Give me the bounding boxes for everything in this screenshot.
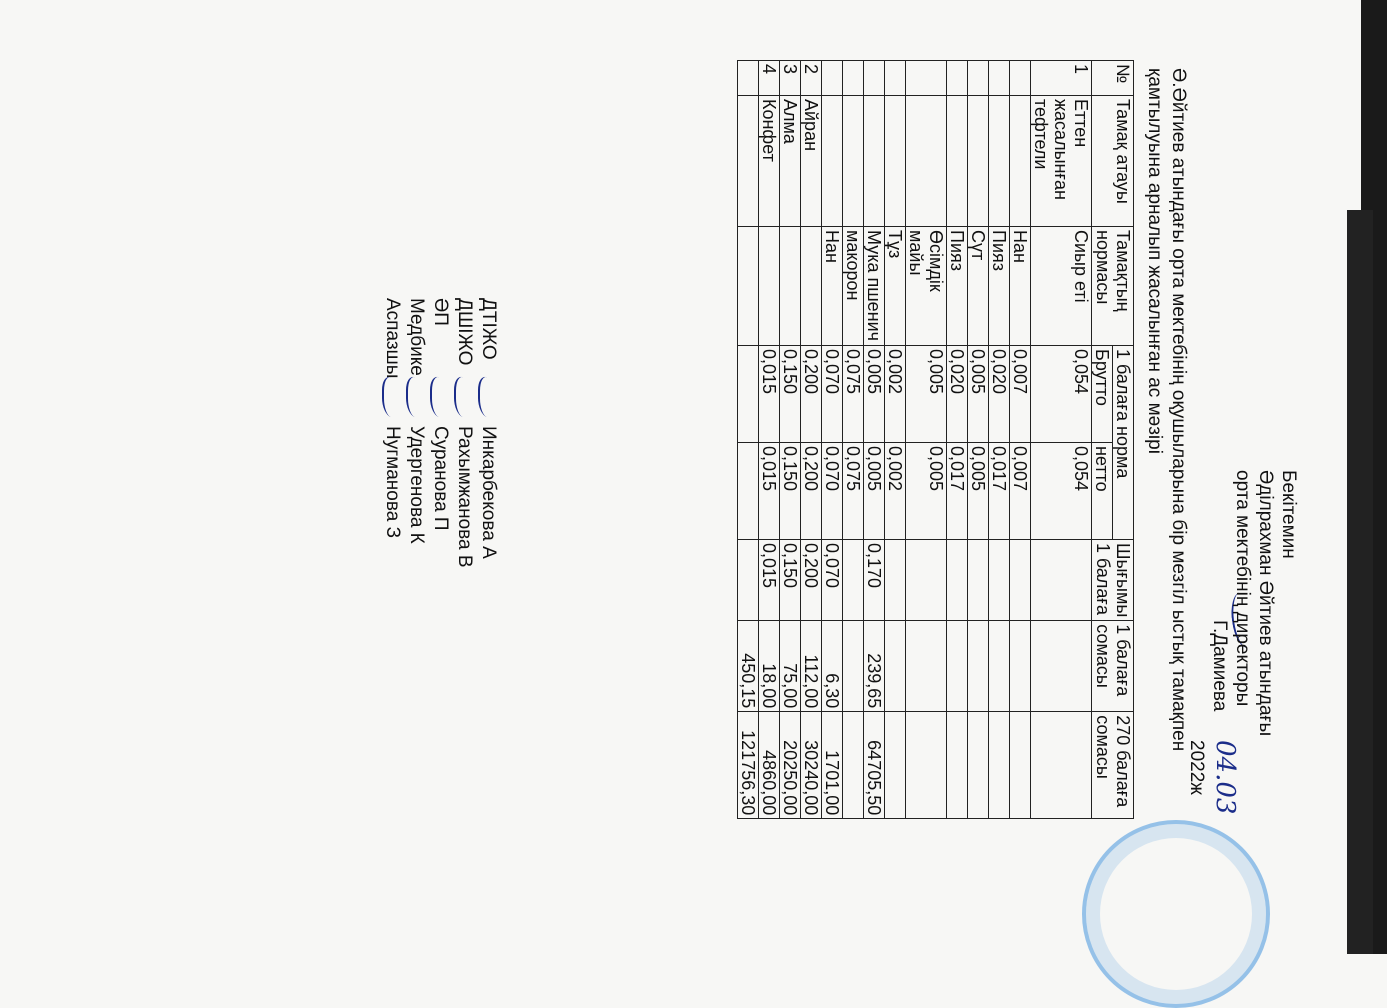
cell-brutto: 0,005 xyxy=(864,346,885,443)
scan-edge-shadow xyxy=(1347,210,1373,954)
cell-sum270 xyxy=(906,712,947,819)
table-row xyxy=(906,61,947,819)
cell-sum1 xyxy=(906,621,947,712)
signature-name: Удергенова К xyxy=(406,426,427,544)
cell-netto: 0,017 xyxy=(947,443,968,540)
cell-brutto: 0,054 xyxy=(1031,346,1092,443)
cell-expense xyxy=(989,540,1010,621)
cell-norm: Пияз xyxy=(989,227,1010,346)
cell-dish xyxy=(885,96,906,227)
table-row xyxy=(801,61,822,819)
signature-name: Нугманова З xyxy=(382,426,403,539)
cell-sum270 xyxy=(968,712,989,819)
handwritten-signature xyxy=(478,374,500,422)
cell-netto: 0,200 xyxy=(801,443,822,540)
handwritten-signature xyxy=(406,374,428,422)
cell-sum270: 20250,00 xyxy=(780,712,801,819)
cell-sum270 xyxy=(989,712,1010,819)
cell-num xyxy=(822,61,843,96)
cell-sum1: 6,30 xyxy=(822,621,843,712)
cell-brutto: 0,002 xyxy=(885,346,906,443)
title-line-2: қамтылуына арналып жасалынған ас мәзірі xyxy=(1144,68,1165,454)
cell-expense: 0,015 xyxy=(759,540,780,621)
approval-line-3: орта мектебінің директоры xyxy=(1232,470,1253,707)
approval-year: 2022ж xyxy=(1186,740,1207,795)
cell-netto: 0,005 xyxy=(968,443,989,540)
cell-netto: 0,015 xyxy=(759,443,780,540)
cell-netto: 0,007 xyxy=(1010,443,1031,540)
cell-expense xyxy=(843,540,864,621)
cell-netto: 0,150 xyxy=(780,443,801,540)
cell-netto: 0,075 xyxy=(843,443,864,540)
handwritten-date: 04.03 xyxy=(1210,740,1240,815)
cell-dish xyxy=(989,96,1010,227)
cell-expense xyxy=(885,540,906,621)
cell-brutto: 0,005 xyxy=(906,346,947,443)
table-row xyxy=(1031,61,1092,819)
cell-sum270 xyxy=(1031,712,1092,819)
cell-expense xyxy=(1010,540,1031,621)
cell-netto: 0,070 xyxy=(822,443,843,540)
cell-sum270: 1701,00 xyxy=(822,712,843,819)
header-per-child: 1 балаға норма xyxy=(1113,346,1134,540)
cell-brutto: 0,005 xyxy=(968,346,989,443)
cell-netto: 0,017 xyxy=(989,443,1010,540)
table-row xyxy=(885,61,906,819)
table-body xyxy=(738,61,1092,819)
header-dish: Тамақ атауы xyxy=(1092,96,1134,227)
cell-expense xyxy=(906,540,947,621)
cell-norm: Өсімдік майы xyxy=(906,227,947,346)
signature-row xyxy=(428,298,452,568)
table-row xyxy=(759,61,780,819)
cell-sum1 xyxy=(989,621,1010,712)
cell-expense: 0,200 xyxy=(801,540,822,621)
cell-netto: 0,005 xyxy=(864,443,885,540)
cell-sum1: 450,15 xyxy=(738,621,759,712)
cell-brutto: 0,020 xyxy=(989,346,1010,443)
cell-num xyxy=(1010,61,1031,96)
signature-row xyxy=(452,298,476,568)
cell-dish: Айран xyxy=(801,96,822,227)
table-header-row xyxy=(1113,61,1134,819)
signature-row xyxy=(380,298,404,568)
cell-norm: Нан xyxy=(822,227,843,346)
table-row xyxy=(822,61,843,819)
cell-num xyxy=(885,61,906,96)
cell-norm xyxy=(780,227,801,346)
cell-norm: Тұз xyxy=(885,227,906,346)
table-row xyxy=(780,61,801,819)
cell-sum1 xyxy=(947,621,968,712)
approval-block xyxy=(1185,470,1300,830)
table-row xyxy=(864,61,885,819)
cell-dish xyxy=(1010,96,1031,227)
document-title xyxy=(1142,68,1190,888)
rotated-document-page xyxy=(300,40,1300,920)
approval-line-4: Г.Дамиева xyxy=(1209,620,1230,712)
cell-dish xyxy=(843,96,864,227)
cell-sum270 xyxy=(843,712,864,819)
cell-dish xyxy=(947,96,968,227)
table-row xyxy=(738,61,759,819)
cell-num: 3 xyxy=(780,61,801,96)
header-sum270: 270 балаға сомасы xyxy=(1092,712,1134,819)
cell-norm: Нан xyxy=(1010,227,1031,346)
cell-num: 2 xyxy=(801,61,822,96)
cell-num xyxy=(989,61,1010,96)
cell-norm xyxy=(759,227,780,346)
cell-brutto: 0,075 xyxy=(843,346,864,443)
cell-num: 1 xyxy=(1031,61,1092,96)
cell-norm: макорон xyxy=(843,227,864,346)
cell-sum1: 18,00 xyxy=(759,621,780,712)
cell-sum270 xyxy=(1010,712,1031,819)
menu-table xyxy=(737,60,1134,819)
cell-expense xyxy=(1031,540,1092,621)
cell-brutto: 0,007 xyxy=(1010,346,1031,443)
cell-norm xyxy=(738,227,759,346)
cell-num xyxy=(906,61,947,96)
cell-norm: Пияз xyxy=(947,227,968,346)
cell-num xyxy=(947,61,968,96)
cell-expense: 0,070 xyxy=(822,540,843,621)
cell-sum270 xyxy=(947,712,968,819)
cell-sum1 xyxy=(885,621,906,712)
cell-dish: Конфет xyxy=(759,96,780,227)
table-row xyxy=(1010,61,1031,819)
cell-sum270: 121756,30 xyxy=(738,712,759,819)
cell-sum1 xyxy=(968,621,989,712)
table-row xyxy=(989,61,1010,819)
signature-name: Рахымжанова В xyxy=(454,426,475,568)
approval-line-1: Бекітемин xyxy=(1278,470,1299,559)
cell-num xyxy=(843,61,864,96)
cell-netto: 0,005 xyxy=(906,443,947,540)
cell-expense: 0,150 xyxy=(780,540,801,621)
cell-dish xyxy=(968,96,989,227)
cell-netto xyxy=(738,443,759,540)
cell-sum1: 112,00 xyxy=(801,621,822,712)
cell-sum270: 64705,50 xyxy=(864,712,885,819)
cell-sum1: 75,00 xyxy=(780,621,801,712)
cell-num xyxy=(968,61,989,96)
cell-brutto: 0,200 xyxy=(801,346,822,443)
table-row xyxy=(968,61,989,819)
cell-netto: 0,054 xyxy=(1031,443,1092,540)
cell-sum1 xyxy=(843,621,864,712)
header-netto: нетто xyxy=(1092,443,1113,540)
cell-expense xyxy=(968,540,989,621)
cell-norm: Мука пшенич xyxy=(864,227,885,346)
cell-brutto: 0,020 xyxy=(947,346,968,443)
header-brutto: Брутто xyxy=(1092,346,1113,443)
cell-sum270: 4860,00 xyxy=(759,712,780,819)
signature-role: Аспазшы xyxy=(382,298,403,379)
cell-num xyxy=(864,61,885,96)
signature-role: ӘП xyxy=(430,298,451,326)
signature-row xyxy=(404,298,428,568)
header-num: № xyxy=(1092,61,1134,96)
title-line-1: Ә.Әйтиев атындағы орта мектебінің оқушыларына бір мезгіл ыстық тамақпен xyxy=(1168,68,1189,752)
cell-expense xyxy=(947,540,968,621)
signature-role: ДТІЖО xyxy=(478,298,499,360)
cell-sum1: 239,65 xyxy=(864,621,885,712)
cell-brutto: 0,070 xyxy=(822,346,843,443)
cell-norm: Сиыр еті xyxy=(1031,227,1092,346)
cell-dish xyxy=(906,96,947,227)
cell-dish: Еттен жасалынған тефтели xyxy=(1031,96,1092,227)
signature-role: ДШІЖО xyxy=(454,298,475,366)
signature-name: Инкарбекова А xyxy=(478,426,499,559)
header-sum1: 1 балаға сомасы xyxy=(1092,621,1134,712)
cell-brutto xyxy=(738,346,759,443)
cell-dish xyxy=(822,96,843,227)
cell-num: 4 xyxy=(759,61,780,96)
signature-block xyxy=(380,298,500,568)
handwritten-signature xyxy=(454,374,476,422)
cell-sum1 xyxy=(1031,621,1092,712)
signature-row xyxy=(476,298,500,568)
signature-role: Медбике xyxy=(406,298,427,376)
handwritten-signature xyxy=(430,374,452,422)
header-expense: Шығымы 1 балаға xyxy=(1092,540,1134,621)
cell-dish xyxy=(738,96,759,227)
approval-line-2: Әділрахман Әйтиев атындағы xyxy=(1255,470,1276,737)
table-row xyxy=(947,61,968,819)
cell-norm: Сүт xyxy=(968,227,989,346)
cell-expense: 0,170 xyxy=(864,540,885,621)
cell-dish: Алма xyxy=(780,96,801,227)
cell-num xyxy=(738,61,759,96)
cell-expense xyxy=(738,540,759,621)
handwritten-signature xyxy=(382,374,404,422)
cell-dish xyxy=(864,96,885,227)
cell-norm xyxy=(801,227,822,346)
cell-sum1 xyxy=(1010,621,1031,712)
table-row xyxy=(843,61,864,819)
cell-brutto: 0,150 xyxy=(780,346,801,443)
cell-sum270: 30240,00 xyxy=(801,712,822,819)
header-norm: Тамақтың нормасы xyxy=(1092,227,1134,346)
cell-brutto: 0,015 xyxy=(759,346,780,443)
cell-sum270 xyxy=(885,712,906,819)
signature-name: Суранова П xyxy=(430,426,451,531)
cell-netto: 0,002 xyxy=(885,443,906,540)
